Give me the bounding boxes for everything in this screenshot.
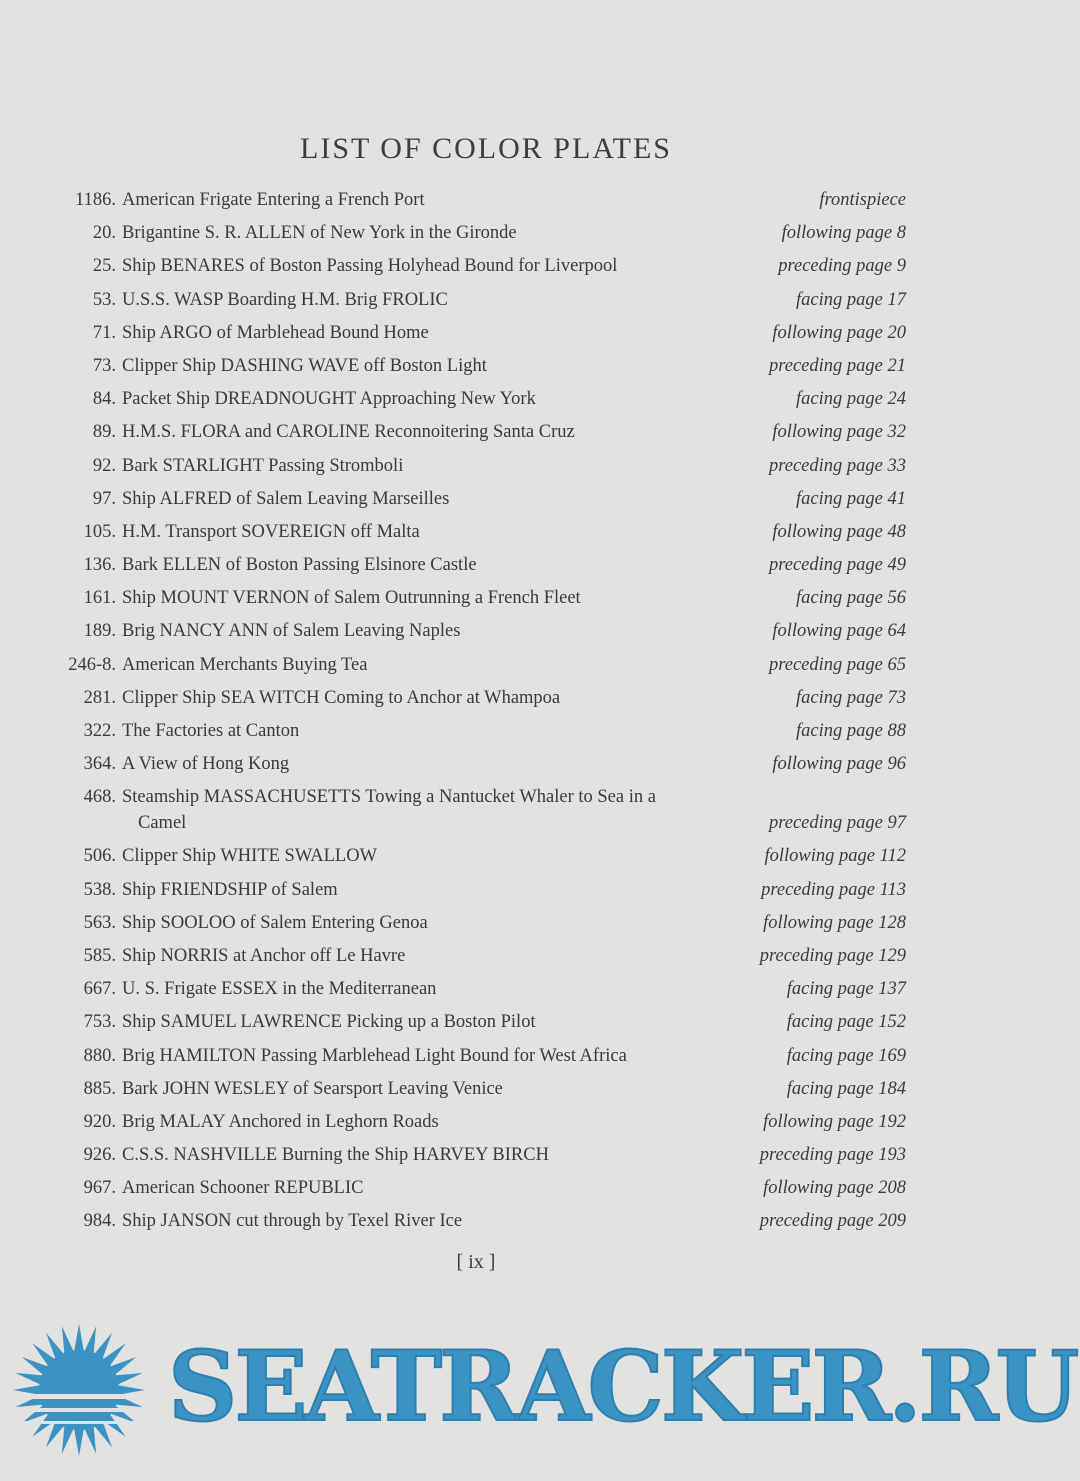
plate-number: 967.: [83, 1178, 116, 1199]
plate-title-continuation: Camel: [138, 813, 187, 834]
plate-page-ref: following page 8: [781, 223, 906, 244]
plate-number: 468.: [83, 787, 116, 808]
plate-title: [122, 253, 742, 279]
plate-row: [56, 584, 906, 617]
plate-title: [122, 910, 742, 936]
plate-number: 984.: [83, 1211, 116, 1232]
plate-title-text: Clipper Ship DASHING WAVE off Boston Light: [122, 355, 487, 376]
plate-title-text: Clipper Ship WHITE SWALLOW: [122, 846, 378, 867]
plate-title-text: Ship SOOLOO of Salem Entering Genoa: [122, 912, 428, 933]
plate-number: 105.: [83, 521, 116, 542]
plate-page-ref: facing page 17: [796, 289, 906, 310]
plate-title-text: Ship MOUNT VERNON of Salem Outrunning a French Fleet: [122, 588, 581, 609]
page-title: LIST OF COLOR PLATES: [300, 132, 672, 165]
plate-title: [122, 220, 742, 246]
plate-row: [56, 717, 906, 750]
plate-number: 89.: [92, 422, 116, 443]
plate-number: 161.: [83, 588, 116, 609]
plate-page-ref: preceding page 49: [769, 555, 906, 576]
plate-title: [122, 1208, 742, 1234]
plate-title: [122, 419, 742, 445]
plate-page-ref: facing page 73: [796, 687, 906, 708]
plate-row: [56, 551, 906, 584]
plate-title: [122, 1076, 742, 1102]
plate-title-text: Clipper Ship SEA WITCH Coming to Anchor at Whampoa: [122, 687, 561, 708]
plate-title-text: U.S.S. WASP Boarding H.M. Brig FROLIC: [122, 289, 448, 310]
plate-title-text: Ship BENARES of Boston Passing Holyhead Bound for Liverpool: [122, 256, 618, 277]
plate-title-text: Ship SAMUEL LAWRENCE Picking up a Boston Pilot: [122, 1012, 536, 1033]
plate-title-text: American Frigate Entering a French Port: [122, 190, 425, 210]
plate-number: 920.: [83, 1111, 116, 1132]
plate-row: [56, 617, 906, 650]
plate-title: [122, 1109, 742, 1135]
plate-title-text: Brig NANCY ANN of Salem Leaving Naples: [122, 621, 461, 642]
plate-row: [56, 684, 906, 717]
plate-page-ref: facing page 152: [786, 1012, 906, 1033]
plate-number: 322.: [83, 721, 116, 741]
plate-title: [122, 519, 742, 545]
plate-row: [56, 385, 906, 418]
watermark-text: SEATRACKER.RU: [168, 1330, 1077, 1443]
plate-title: [122, 1142, 742, 1168]
plate-page-ref: facing page 24: [796, 389, 906, 410]
plate-number: 753.: [83, 1012, 116, 1033]
plate-page-ref: following page 20: [772, 322, 906, 343]
plate-title: [122, 784, 742, 836]
plate-page-ref: following page 128: [763, 912, 906, 933]
plate-number: 246-8.: [68, 654, 116, 675]
plate-page-ref: following page 208: [763, 1178, 906, 1199]
plate-title: [122, 718, 742, 744]
plate-number: 538.: [83, 879, 116, 900]
plate-title: [122, 552, 742, 578]
plate-title-text: Brig MALAY Anchored in Leghorn Roads: [122, 1111, 439, 1132]
plate-number: 364.: [83, 754, 116, 775]
plate-number: 880.: [83, 1045, 116, 1066]
plate-number: 667.: [83, 979, 116, 1000]
plate-title: [122, 652, 742, 678]
plate-number: 885.: [83, 1078, 116, 1099]
plate-number: 506.: [83, 846, 116, 867]
plate-page-ref: following page 192: [763, 1111, 906, 1132]
plate-page-ref: following page 96: [772, 754, 906, 775]
plate-number: 25.: [92, 256, 116, 277]
plate-title: [122, 1009, 742, 1035]
plate-title: [122, 1043, 742, 1069]
plate-title-text: A View of Hong Kong: [122, 754, 290, 775]
plate-row: [56, 352, 906, 385]
plate-title: [122, 751, 742, 777]
plate-number: 53.: [92, 289, 116, 310]
plate-title-text: Packet Ship DREADNOUGHT Approaching New York: [122, 389, 536, 410]
plate-row: [56, 1008, 906, 1041]
plate-title: [122, 453, 742, 479]
plate-row: [56, 219, 906, 252]
plate-title: [122, 943, 742, 969]
plate-title-text: Bark STARLIGHT Passing Stromboli: [122, 455, 404, 476]
plate-title: [122, 287, 742, 313]
plate-row: [56, 783, 906, 842]
plate-row: [56, 286, 906, 319]
plate-page-ref: facing page 56: [796, 588, 906, 609]
plate-title-text: Brig HAMILTON Passing Marblehead Light Bound for West Africa: [122, 1045, 627, 1066]
page-number: [ ix ]: [456, 1251, 496, 1273]
plate-number: 84.: [92, 389, 116, 410]
plate-row: [56, 1207, 906, 1240]
plate-row: [56, 876, 906, 909]
plate-title: [122, 877, 742, 903]
plate-number: 73.: [92, 355, 116, 376]
plate-number: 97.: [92, 488, 116, 509]
plate-title-text: Ship ARGO of Marblehead Bound Home: [122, 322, 429, 343]
plate-page-ref: preceding page 65: [769, 654, 906, 675]
plate-page-ref: facing page 41: [796, 488, 906, 509]
plate-number: 20.: [92, 223, 116, 244]
plate-number: 585.: [83, 945, 116, 966]
plate-title: [122, 585, 742, 611]
plate-title: [122, 486, 742, 512]
plate-page-ref: preceding page 113: [761, 879, 906, 900]
plate-title-text: H.M.S. FLORA and CAROLINE Reconnoitering Santa Cruz: [122, 422, 575, 443]
plate-page-ref: facing page 169: [786, 1045, 906, 1066]
plate-page-ref: preceding page 97: [769, 813, 906, 834]
plate-number: 1186.: [75, 190, 116, 210]
plate-page-ref: preceding page 209: [759, 1211, 906, 1232]
plate-row: [56, 518, 906, 551]
plate-row: [56, 1042, 906, 1075]
plate-title-text: Brigantine S. R. ALLEN of New York in the Gironde: [122, 223, 517, 244]
plate-title-text: C.S.S. NASHVILLE Burning the Ship HARVEY BIRCH: [122, 1145, 549, 1166]
plate-title-text: Bark JOHN WESLEY of Searsport Leaving Venice: [122, 1078, 503, 1099]
plate-row: [56, 651, 906, 684]
plate-page-ref: facing page 184: [786, 1078, 906, 1099]
plate-title-text: U. S. Frigate ESSEX in the Mediterranean: [122, 979, 437, 1000]
plate-row: [56, 942, 906, 975]
plate-title: [122, 353, 742, 379]
plate-title: [122, 685, 742, 711]
plate-number: 92.: [92, 455, 116, 476]
plate-title-text: Ship JANSON cut through by Texel River Ice: [122, 1211, 463, 1232]
plate-row: [56, 975, 906, 1008]
plate-page-ref: frontispiece: [819, 190, 906, 210]
plate-title: [122, 320, 742, 346]
plate-row: [56, 1108, 906, 1141]
plate-page-ref: following page 64: [772, 621, 906, 642]
plate-title-text: Ship ALFRED of Salem Leaving Marseilles: [122, 488, 450, 509]
plate-number: 926.: [83, 1145, 116, 1166]
plate-page-ref: following page 32: [772, 422, 906, 443]
plate-title-text: Steamship MASSACHUSETTS Towing a Nantucket Whaler to Sea in a: [122, 787, 656, 808]
plate-number: 281.: [83, 687, 116, 708]
plate-title-text: Bark ELLEN of Boston Passing Elsinore Castle: [122, 555, 477, 576]
plate-title: [122, 1175, 742, 1201]
plate-row: [56, 750, 906, 783]
plate-page-ref: preceding page 21: [769, 355, 906, 376]
plate-title-text: The Factories at Canton: [122, 721, 300, 741]
plate-row: [56, 1174, 906, 1207]
plate-number: 71.: [92, 322, 116, 343]
plate-row: [56, 485, 906, 518]
plate-title: [122, 843, 742, 869]
watermark: [0, 1318, 1080, 1458]
plate-page-ref: preceding page 9: [778, 256, 906, 277]
plate-page-ref: preceding page 33: [769, 455, 906, 476]
plate-page-ref: following page 112: [764, 846, 906, 867]
plate-title-text: Ship NORRIS at Anchor off Le Havre: [122, 945, 406, 966]
sun-icon: [4, 1322, 154, 1457]
plate-row: [56, 1141, 906, 1174]
plate-title: [122, 976, 742, 1002]
plate-title: [122, 386, 742, 412]
plate-row: [56, 252, 906, 285]
plate-title-text: H.M. Transport SOVEREIGN off Malta: [122, 521, 420, 542]
plate-number: 136.: [83, 555, 116, 576]
plate-page-ref: preceding page 193: [759, 1145, 906, 1166]
plate-title: [122, 187, 742, 213]
plate-title-text: Ship FRIENDSHIP of Salem: [122, 879, 338, 900]
plate-number: 189.: [83, 621, 116, 642]
plate-list: [56, 186, 906, 1241]
plate-title-text: American Schooner REPUBLIC: [122, 1178, 364, 1199]
plate-number: 563.: [83, 912, 116, 933]
plate-page-ref: facing page 88: [796, 721, 906, 741]
plate-row: [56, 418, 906, 451]
plate-title-text: American Merchants Buying Tea: [122, 654, 368, 675]
plate-page-ref: preceding page 129: [759, 945, 906, 966]
plate-row: [56, 319, 906, 352]
plate-row: [56, 842, 906, 875]
plate-title: [122, 618, 742, 644]
plate-page-ref: following page 48: [772, 521, 906, 542]
plate-row: [56, 186, 906, 219]
plate-page-ref: facing page 137: [786, 979, 906, 1000]
plate-row: [56, 452, 906, 485]
plate-row: [56, 1075, 906, 1108]
plate-row: [56, 909, 906, 942]
